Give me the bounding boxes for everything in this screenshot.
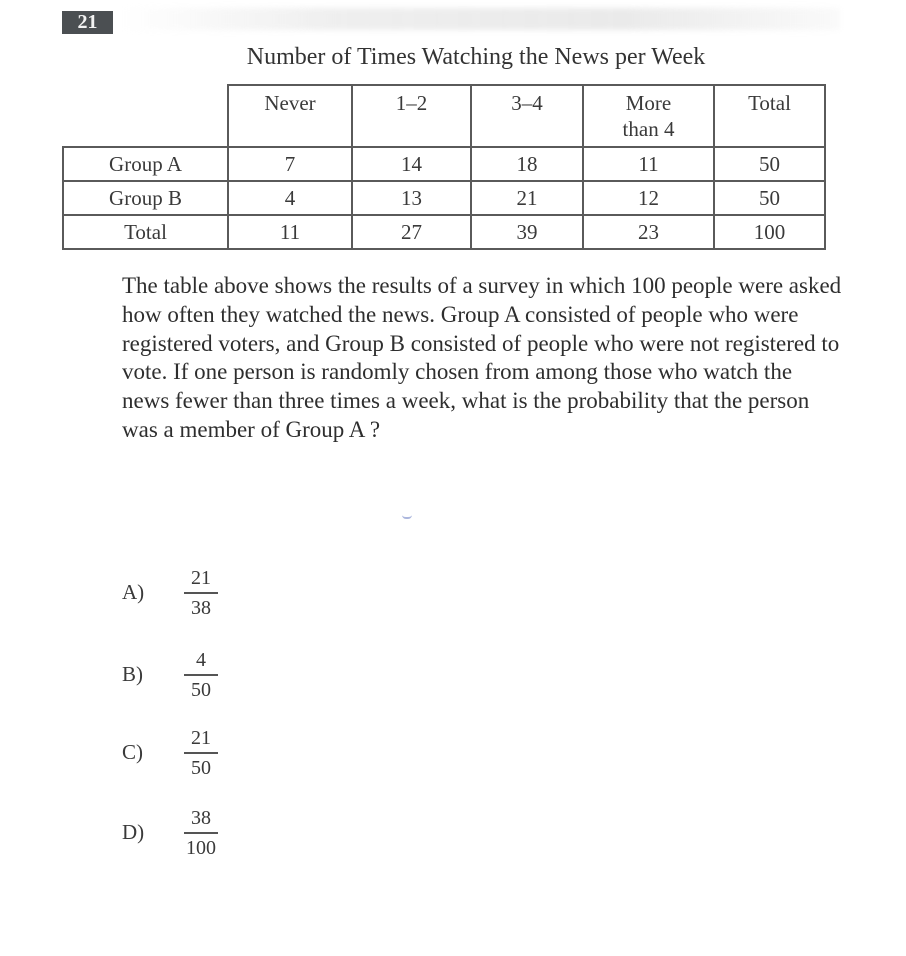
- numerator: 21: [191, 727, 211, 749]
- fraction: [184, 726, 218, 780]
- fraction: [184, 806, 218, 860]
- fraction: [184, 648, 218, 702]
- column-header-more-than-4: [583, 85, 714, 147]
- table-cell: 11: [583, 147, 714, 181]
- table-cell: 14: [352, 147, 471, 181]
- choice-letter: B): [122, 662, 143, 686]
- column-header-1-2: 1–2: [352, 85, 471, 147]
- survey-table: [62, 84, 826, 250]
- table-cell: 50: [714, 147, 825, 181]
- denominator: 50: [191, 679, 211, 701]
- table-row-group-a: [63, 147, 825, 181]
- table-cell: 100: [714, 215, 825, 249]
- table-cell: 11: [228, 215, 352, 249]
- table-cell: 23: [583, 215, 714, 249]
- column-header-3-4: 3–4: [471, 85, 583, 147]
- column-header-more-than-4-line1: More: [625, 91, 672, 115]
- choice-letter: D): [122, 820, 145, 844]
- numerator: 21: [191, 567, 211, 589]
- row-label: Group A: [63, 147, 228, 181]
- question-number-badge: 21: [62, 11, 113, 34]
- denominator: 50: [191, 757, 211, 779]
- row-label: Total: [63, 215, 228, 249]
- choice-letter: A): [122, 580, 145, 604]
- choice-c[interactable]: [120, 726, 320, 786]
- choice-a[interactable]: [120, 566, 320, 626]
- question-text: The table above shows the results of a survey in which 100 people were asked how often they watched the news. Group A consisted of people who were registered voters, and Group B consisted of people who were not registered to vote. If one person is randomly chosen from among those who watch the news fewer than three times a week, what is the probability that the person was a member of Group A ?: [122, 273, 842, 442]
- column-header-never: Never: [228, 85, 352, 147]
- denominator: 100: [186, 837, 216, 859]
- table-cell: 18: [471, 147, 583, 181]
- table-cell: 7: [228, 147, 352, 181]
- table-title: Number of Times Watching the News per Week: [246, 44, 706, 70]
- table-header-row: [63, 85, 825, 147]
- choice-b[interactable]: [120, 648, 320, 708]
- scan-artifact-mark: [402, 512, 412, 519]
- table-cell: 12: [583, 181, 714, 215]
- choice-letter: C): [122, 740, 143, 764]
- table-row-group-b: [63, 181, 825, 215]
- row-label: Group B: [63, 181, 228, 215]
- column-header-total: Total: [714, 85, 825, 147]
- choice-d[interactable]: [120, 806, 320, 866]
- table-cell: 50: [714, 181, 825, 215]
- table-cell: 13: [352, 181, 471, 215]
- corner-cell: [63, 85, 228, 147]
- table-cell: 39: [471, 215, 583, 249]
- table-row-total: [63, 215, 825, 249]
- column-header-more-than-4-line2: than 4: [622, 117, 675, 141]
- numerator: 4: [196, 649, 206, 671]
- scan-artifact: [120, 8, 840, 30]
- numerator: 38: [191, 807, 211, 829]
- fraction: [184, 566, 218, 620]
- denominator: 38: [191, 597, 211, 619]
- table-cell: 21: [471, 181, 583, 215]
- table-cell: 4: [228, 181, 352, 215]
- table-cell: 27: [352, 215, 471, 249]
